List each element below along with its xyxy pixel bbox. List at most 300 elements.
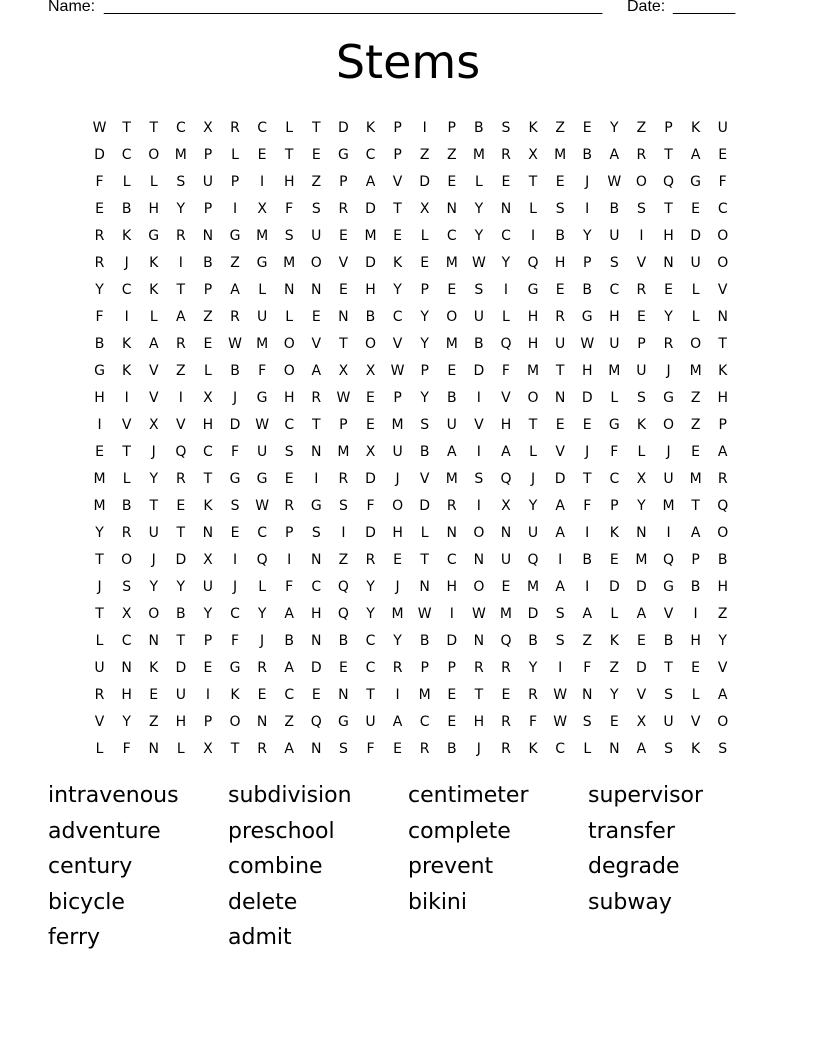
grid-letter[interactable]: L [529, 200, 537, 217]
grid-letter[interactable]: H [717, 578, 728, 595]
grid-letter[interactable]: J [232, 389, 238, 406]
grid-letter[interactable]: I [693, 605, 698, 622]
grid-letter[interactable]: T [122, 443, 131, 460]
grid-letter[interactable]: V [392, 173, 403, 190]
grid-letter[interactable]: X [203, 740, 213, 757]
grid-letter[interactable]: E [257, 686, 267, 703]
grid-letter[interactable]: P [284, 524, 294, 541]
grid-letter[interactable]: H [500, 416, 512, 433]
grid-letter[interactable]: Z [446, 146, 457, 163]
grid-letter[interactable]: G [256, 470, 268, 487]
grid-letter[interactable]: D [473, 362, 485, 379]
grid-letter[interactable]: O [446, 308, 458, 325]
grid-letter[interactable]: R [528, 686, 538, 703]
grid-letter[interactable]: G [581, 308, 593, 325]
grid-letter[interactable]: T [95, 605, 104, 622]
grid-letter[interactable]: M [256, 227, 269, 244]
grid-letter[interactable]: F [501, 362, 510, 379]
grid-letter[interactable]: U [94, 659, 105, 676]
grid-letter[interactable]: L [474, 173, 483, 190]
grid-letter[interactable]: J [395, 578, 400, 595]
grid-letter[interactable]: M [391, 416, 404, 433]
grid-letter[interactable]: P [393, 146, 402, 163]
grid-letter[interactable]: P [420, 659, 429, 676]
grid-letter[interactable]: E [338, 227, 348, 244]
grid-letter[interactable]: W [553, 713, 568, 730]
grid-letter[interactable]: A [284, 740, 294, 757]
grid-letter[interactable]: L [204, 362, 212, 379]
grid-letter[interactable]: N [121, 659, 132, 676]
grid-letter[interactable]: G [229, 659, 241, 676]
grid-letter[interactable]: K [392, 254, 403, 271]
grid-letter[interactable]: W [607, 173, 622, 190]
grid-letter[interactable]: R [94, 686, 105, 703]
grid-letter[interactable]: V [636, 686, 647, 703]
grid-letter[interactable]: E [176, 497, 186, 514]
grid-letter[interactable]: K [149, 281, 159, 298]
grid-letter[interactable]: J [585, 173, 590, 190]
grid-letter[interactable]: M [527, 362, 540, 379]
grid-letter[interactable]: B [446, 740, 457, 757]
grid-letter[interactable]: X [636, 470, 647, 487]
grid-letter[interactable]: E [501, 686, 511, 703]
grid-letter[interactable]: S [284, 443, 294, 460]
grid-letter[interactable]: A [690, 146, 701, 163]
grid-letter[interactable]: Y [393, 281, 402, 298]
grid-letter[interactable]: Y [528, 659, 538, 676]
grid-letter[interactable]: L [691, 686, 700, 703]
grid-letter[interactable]: U [609, 335, 620, 352]
grid-letter[interactable]: B [284, 632, 294, 649]
grid-letter[interactable]: E [447, 281, 457, 298]
grid-letter[interactable]: F [122, 740, 131, 757]
grid-letter[interactable]: M [689, 362, 702, 379]
grid-letter[interactable]: B [663, 632, 674, 649]
grid-letter[interactable]: C [446, 551, 457, 568]
grid-letter[interactable]: A [690, 524, 701, 541]
grid-letter[interactable]: F [583, 497, 592, 514]
grid-letter[interactable]: P [610, 497, 619, 514]
grid-letter[interactable]: N [473, 551, 485, 568]
grid-letter[interactable]: Z [311, 173, 322, 190]
grid-letter[interactable]: I [314, 470, 319, 487]
grid-letter[interactable]: V [94, 713, 105, 730]
grid-letter[interactable]: Z [148, 713, 159, 730]
grid-letter[interactable]: B [474, 119, 484, 136]
grid-letter[interactable]: Y [366, 605, 375, 622]
grid-letter[interactable]: O [717, 254, 729, 271]
grid-letter[interactable]: L [285, 308, 294, 325]
grid-letter[interactable]: U [256, 308, 268, 325]
grid-letter[interactable]: R [94, 227, 105, 244]
grid-letter[interactable]: E [447, 173, 457, 190]
grid-letter[interactable]: O [635, 173, 647, 190]
grid-letter[interactable]: W [336, 389, 351, 406]
grid-letter[interactable]: W [580, 335, 595, 352]
grid-letter[interactable]: X [365, 362, 376, 379]
grid-letter[interactable]: L [583, 740, 592, 757]
grid-letter[interactable]: Q [175, 443, 187, 460]
grid-letter[interactable]: G [310, 497, 322, 514]
grid-letter[interactable]: X [148, 416, 159, 433]
grid-letter[interactable]: Q [717, 497, 729, 514]
grid-letter[interactable]: E [691, 443, 701, 460]
grid-letter[interactable]: K [609, 632, 619, 649]
grid-letter[interactable]: K [609, 524, 619, 541]
grid-letter[interactable]: Q [527, 551, 539, 568]
grid-letter[interactable]: I [395, 686, 400, 703]
grid-letter[interactable]: L [231, 146, 239, 163]
grid-letter[interactable]: I [232, 551, 238, 568]
grid-letter[interactable]: G [663, 389, 674, 406]
grid-letter[interactable]: T [474, 686, 484, 703]
grid-letter[interactable]: M [527, 578, 540, 595]
grid-letter[interactable]: A [446, 443, 457, 460]
grid-letter[interactable]: Y [610, 686, 619, 703]
grid-letter[interactable]: X [121, 605, 132, 622]
grid-letter[interactable]: Y [610, 119, 619, 136]
grid-letter[interactable]: K [691, 740, 701, 757]
grid-letter[interactable]: M [93, 497, 106, 514]
grid-letter[interactable]: L [95, 632, 104, 649]
grid-letter[interactable]: Z [636, 119, 647, 136]
grid-letter[interactable]: O [717, 713, 729, 730]
grid-letter[interactable]: A [284, 605, 294, 622]
grid-letter[interactable]: D [229, 416, 241, 433]
grid-letter[interactable]: V [501, 389, 511, 406]
grid-letter[interactable]: N [663, 254, 674, 271]
grid-letter[interactable]: S [609, 254, 619, 271]
grid-letter[interactable]: A [501, 443, 511, 460]
grid-letter[interactable]: R [501, 740, 511, 757]
grid-letter[interactable]: H [94, 389, 105, 406]
grid-letter[interactable]: P [447, 659, 456, 676]
grid-letter[interactable]: H [527, 308, 539, 325]
grid-letter[interactable]: Q [256, 551, 268, 568]
grid-letter[interactable]: Y [582, 227, 592, 244]
grid-letter[interactable]: U [473, 308, 484, 325]
grid-letter[interactable]: P [393, 119, 402, 136]
grid-letter[interactable]: C [284, 686, 295, 703]
grid-letter[interactable]: Y [149, 470, 159, 487]
grid-letter[interactable]: P [203, 146, 213, 163]
grid-letter[interactable]: C [365, 632, 376, 649]
grid-letter[interactable]: E [393, 227, 402, 244]
grid-letter[interactable]: B [338, 632, 349, 649]
grid-letter[interactable]: A [230, 281, 240, 298]
grid-letter[interactable]: K [230, 686, 240, 703]
grid-letter[interactable]: L [610, 605, 619, 622]
grid-letter[interactable]: Z [338, 551, 349, 568]
grid-letter[interactable]: R [257, 659, 267, 676]
grid-letter[interactable]: E [284, 470, 294, 487]
grid-letter[interactable]: Z [203, 308, 213, 325]
grid-letter[interactable]: O [663, 416, 675, 433]
grid-letter[interactable]: I [124, 308, 129, 325]
grid-letter[interactable]: F [285, 200, 294, 217]
grid-letter[interactable]: E [149, 686, 159, 703]
grid-letter[interactable]: Q [337, 605, 349, 622]
grid-letter[interactable]: C [284, 416, 295, 433]
grid-letter[interactable]: M [418, 686, 431, 703]
grid-letter[interactable]: E [501, 578, 511, 595]
grid-letter[interactable]: T [664, 200, 673, 217]
grid-letter[interactable]: M [608, 362, 621, 379]
grid-letter[interactable]: B [609, 200, 620, 217]
grid-letter[interactable]: X [338, 362, 349, 379]
grid-letter[interactable]: I [585, 524, 590, 541]
grid-letter[interactable]: J [476, 740, 481, 757]
grid-letter[interactable]: T [95, 551, 104, 568]
grid-letter[interactable]: C [392, 308, 403, 325]
grid-letter[interactable]: T [691, 497, 700, 514]
grid-letter[interactable]: D [419, 173, 431, 190]
grid-letter[interactable]: E [718, 146, 728, 163]
grid-letter[interactable]: M [499, 605, 512, 622]
grid-letter[interactable]: E [393, 740, 402, 757]
grid-letter[interactable]: D [690, 227, 701, 244]
grid-letter[interactable]: F [529, 713, 538, 730]
grid-letter[interactable]: A [636, 740, 647, 757]
grid-letter[interactable]: D [310, 659, 322, 676]
grid-letter[interactable]: F [366, 740, 375, 757]
grid-letter[interactable]: E [393, 551, 402, 568]
grid-letter[interactable]: E [609, 713, 619, 730]
grid-letter[interactable]: E [447, 713, 457, 730]
grid-letter[interactable]: E [447, 362, 457, 379]
grid-letter[interactable]: R [175, 470, 186, 487]
grid-letter[interactable]: E [311, 308, 321, 325]
grid-letter[interactable]: L [691, 281, 700, 298]
grid-letter[interactable]: D [94, 146, 105, 163]
grid-letter[interactable]: K [122, 227, 132, 244]
grid-letter[interactable]: C [609, 281, 620, 298]
grid-letter[interactable]: F [230, 443, 240, 460]
grid-letter[interactable]: I [449, 605, 454, 622]
grid-letter[interactable]: A [555, 578, 565, 595]
grid-letter[interactable]: B [690, 578, 701, 595]
grid-letter[interactable]: M [445, 254, 458, 271]
grid-letter[interactable]: M [256, 335, 269, 352]
grid-letter[interactable]: S [555, 632, 565, 649]
grid-letter[interactable]: N [148, 632, 159, 649]
grid-letter[interactable]: X [419, 200, 430, 217]
grid-letter[interactable]: H [365, 281, 376, 298]
grid-letter[interactable]: E [555, 173, 565, 190]
grid-letter[interactable]: H [175, 713, 187, 730]
grid-letter[interactable]: J [97, 578, 102, 595]
grid-letter[interactable]: Y [366, 578, 375, 595]
grid-letter[interactable]: E [609, 551, 619, 568]
grid-letter[interactable]: G [229, 470, 241, 487]
grid-letter[interactable]: E [95, 200, 104, 217]
grid-letter[interactable]: J [232, 578, 238, 595]
grid-letter[interactable]: P [203, 713, 213, 730]
grid-letter[interactable]: Z [284, 713, 294, 730]
grid-letter[interactable]: R [365, 551, 376, 568]
grid-letter[interactable]: M [472, 146, 485, 163]
grid-letter[interactable]: I [287, 551, 292, 568]
grid-letter[interactable]: C [609, 470, 620, 487]
grid-letter[interactable]: Y [203, 605, 213, 622]
grid-letter[interactable]: N [338, 686, 349, 703]
grid-letter[interactable]: R [501, 146, 511, 163]
grid-letter[interactable]: J [585, 443, 590, 460]
grid-letter[interactable]: U [311, 227, 322, 244]
grid-letter[interactable]: I [232, 200, 238, 217]
grid-letter[interactable]: K [636, 416, 647, 433]
grid-letter[interactable]: N [446, 200, 457, 217]
grid-letter[interactable]: L [420, 227, 429, 244]
grid-letter[interactable]: R [230, 119, 240, 136]
grid-letter[interactable]: H [581, 362, 593, 379]
grid-letter[interactable]: M [445, 335, 458, 352]
grid-letter[interactable]: L [122, 470, 131, 487]
grid-letter[interactable]: D [419, 497, 431, 514]
grid-letter[interactable]: W [471, 254, 486, 271]
grid-letter[interactable]: N [500, 524, 512, 541]
grid-letter[interactable]: L [420, 524, 429, 541]
grid-letter[interactable]: U [717, 119, 728, 136]
grid-letter[interactable]: A [609, 146, 620, 163]
grid-letter[interactable]: L [285, 119, 294, 136]
grid-letter[interactable]: U [636, 362, 647, 379]
grid-letter[interactable]: J [151, 443, 156, 460]
grid-letter[interactable]: R [311, 389, 322, 406]
grid-letter[interactable]: Y [176, 578, 186, 595]
grid-letter[interactable]: R [284, 497, 295, 514]
grid-letter[interactable]: Y [176, 200, 186, 217]
grid-letter[interactable]: Y [393, 632, 402, 649]
grid-letter[interactable]: E [366, 389, 375, 406]
grid-letter[interactable]: P [203, 281, 213, 298]
grid-letter[interactable]: N [202, 524, 214, 541]
grid-letter[interactable]: N [311, 281, 322, 298]
grid-letter[interactable]: V [555, 443, 565, 460]
grid-letter[interactable]: H [554, 254, 566, 271]
grid-letter[interactable]: B [582, 146, 593, 163]
grid-letter[interactable]: B [176, 605, 186, 622]
grid-letter[interactable]: R [419, 740, 430, 757]
grid-letter[interactable]: V [717, 281, 728, 298]
grid-letter[interactable]: J [666, 443, 671, 460]
grid-letter[interactable]: N [500, 200, 512, 217]
grid-letter[interactable]: R [663, 335, 674, 352]
grid-letter[interactable]: R [257, 740, 267, 757]
grid-letter[interactable]: T [203, 470, 213, 487]
grid-letter[interactable]: T [230, 740, 240, 757]
grid-letter[interactable]: F [258, 362, 267, 379]
grid-letter[interactable]: S [338, 740, 348, 757]
grid-letter[interactable]: K [203, 497, 213, 514]
grid-letter[interactable]: H [121, 686, 132, 703]
grid-letter[interactable]: A [284, 659, 294, 676]
grid-letter[interactable]: Z [419, 146, 430, 163]
grid-letter[interactable]: P [447, 119, 456, 136]
grid-letter[interactable]: P [718, 416, 727, 433]
grid-letter[interactable]: U [392, 443, 403, 460]
grid-letter[interactable]: Y [474, 227, 484, 244]
grid-letter[interactable]: M [174, 146, 187, 163]
grid-letter[interactable]: N [256, 713, 268, 730]
grid-letter[interactable]: N [311, 551, 322, 568]
grid-letter[interactable]: E [555, 416, 565, 433]
grid-letter[interactable]: A [717, 686, 728, 703]
grid-letter[interactable]: O [717, 524, 729, 541]
grid-letter[interactable]: A [555, 524, 565, 541]
grid-letter[interactable]: K [149, 659, 159, 676]
grid-letter[interactable]: L [610, 389, 619, 406]
grid-letter[interactable]: S [420, 416, 430, 433]
grid-letter[interactable]: I [503, 281, 509, 298]
grid-letter[interactable]: P [691, 551, 700, 568]
grid-letter[interactable]: H [663, 227, 674, 244]
grid-letter[interactable]: F [718, 173, 727, 190]
grid-letter[interactable]: B [717, 551, 728, 568]
grid-letter[interactable]: K [528, 119, 538, 136]
grid-letter[interactable]: Z [555, 119, 565, 136]
grid-letter[interactable]: U [690, 254, 701, 271]
grid-letter[interactable]: E [582, 416, 592, 433]
grid-letter[interactable]: B [121, 497, 132, 514]
grid-letter[interactable]: R [338, 470, 349, 487]
grid-letter[interactable]: P [203, 632, 213, 649]
grid-letter[interactable]: R [636, 281, 647, 298]
grid-letter[interactable]: A [636, 605, 647, 622]
grid-letter[interactable]: M [445, 470, 458, 487]
grid-letter[interactable]: B [94, 335, 105, 352]
grid-letter[interactable]: R [121, 524, 132, 541]
grid-letter[interactable]: X [203, 119, 213, 136]
grid-letter[interactable]: B [121, 200, 132, 217]
grid-letter[interactable]: R [338, 200, 349, 217]
grid-letter[interactable]: D [446, 632, 458, 649]
grid-letter[interactable]: T [664, 659, 673, 676]
grid-letter[interactable]: K [691, 119, 701, 136]
grid-letter[interactable]: V [690, 713, 701, 730]
grid-letter[interactable]: Y [528, 497, 538, 514]
grid-letter[interactable]: P [420, 281, 429, 298]
grid-letter[interactable]: E [420, 254, 430, 271]
grid-letter[interactable]: V [338, 254, 349, 271]
grid-letter[interactable]: L [637, 443, 646, 460]
grid-letter[interactable]: S [664, 740, 673, 757]
grid-letter[interactable]: H [202, 416, 214, 433]
grid-letter[interactable]: X [636, 713, 647, 730]
grid-letter[interactable]: C [446, 227, 457, 244]
grid-letter[interactable]: D [175, 659, 187, 676]
grid-letter[interactable]: M [689, 470, 702, 487]
grid-letter[interactable]: Q [663, 173, 675, 190]
grid-letter[interactable]: B [365, 308, 376, 325]
grid-letter[interactable]: Y [501, 254, 511, 271]
grid-letter[interactable]: R [175, 335, 186, 352]
grid-letter[interactable]: Z [176, 362, 186, 379]
grid-letter[interactable]: T [149, 119, 159, 136]
grid-letter[interactable]: U [609, 227, 620, 244]
grid-letter[interactable]: V [419, 470, 430, 487]
grid-letter[interactable]: R [717, 470, 728, 487]
grid-letter[interactable]: T [284, 146, 294, 163]
grid-letter[interactable]: C [257, 524, 267, 541]
grid-letter[interactable]: G [256, 254, 268, 271]
grid-letter[interactable]: P [203, 200, 213, 217]
grid-letter[interactable]: B [419, 632, 430, 649]
grid-letter[interactable]: N [609, 740, 620, 757]
grid-letter[interactable]: T [555, 362, 565, 379]
grid-letter[interactable]: V [474, 416, 484, 433]
grid-letter[interactable]: O [527, 389, 539, 406]
